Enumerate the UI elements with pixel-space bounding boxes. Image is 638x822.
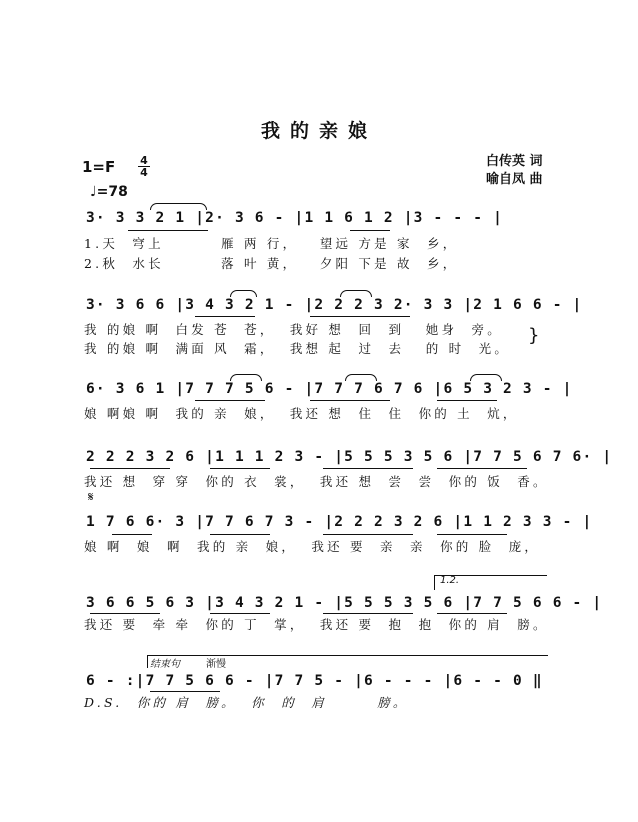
beam (437, 468, 527, 469)
beam (90, 468, 170, 469)
notation-line-7: 6 - :|7 7 5 6 6 - |7 7 5 - |6 - - - |6 - - 0 ‖ (86, 673, 543, 689)
notation-line-1: 3· 3 3 2 1 |2· 3 6 - |1 1 6 1 2 |3 - - - | (86, 210, 504, 226)
beam (323, 468, 413, 469)
slur (345, 374, 377, 381)
time-sig-bottom: 4 (138, 166, 150, 178)
notation-line-5: 1 7 6 6· 3 |7 7 6 7 3 - |2 2 2 3 2 6 |1 1 2 3 3 - | (86, 514, 593, 530)
beam (195, 316, 255, 317)
slur (340, 290, 372, 297)
brace-icon: } (528, 325, 540, 346)
notation-line-4: 2 2 2 3 2 6 |1 1 1 2 3 - |5 5 5 3 5 6 |7 7 5 6 7 6· | (86, 449, 613, 465)
lyric-line-1a: 1.天 穹上 雁 两 行， 望远 方是 家 乡， (84, 236, 459, 251)
beam (90, 613, 160, 614)
beam (210, 613, 270, 614)
beam (150, 691, 220, 692)
lyric-line-4: 我还 想 穿 穿 你的 衣 裳， 我还 想 尝 尝 你的 饭 香。 (84, 474, 549, 489)
beam (437, 400, 497, 401)
beam (350, 230, 390, 231)
lyric-line-2b: 我 的娘 啊 满面 风 霜， 我想 起 过 去 的 时 光。 (84, 341, 511, 356)
lyric-line-5: 娘 啊 娘 啊 我的 亲 娘， 我还 要 亲 亲 你的 脸 庞， (84, 539, 541, 554)
lyric-line-6: 我还 要 牵 牵 你的 丁 掌， 我还 要 抱 抱 你的 肩 膀。 (84, 617, 549, 632)
volta-label: 1.2. (440, 575, 460, 586)
key-signature: 1=F (82, 158, 116, 176)
lyric-line-3: 娘 啊娘 啊 我的 亲 娘， 我还 想 住 住 你的 土 炕， (84, 406, 519, 421)
lyricist-credit: 白传英 词 (486, 154, 543, 169)
beam (195, 400, 265, 401)
beam (323, 534, 413, 535)
slur (230, 374, 262, 381)
lyric-line-1b: 2.秋 水长 落 叶 黄， 夕阳 下是 故 乡， (84, 256, 459, 271)
beam (128, 230, 208, 231)
ending-label: 结束句 (150, 659, 180, 670)
notation-line-2: 3· 3 6 6 |3 4 3 2 1 - |2 2 2 3 2· 3 3 |2 1 6 6 - | (86, 297, 583, 313)
beam (210, 468, 270, 469)
composer-credit: 喻自凤 曲 (486, 172, 543, 187)
beam (437, 613, 507, 614)
lyric-line-2a: 我 的娘 啊 白发 苍 苍， 我好 想 回 到 她身 旁。 (84, 322, 503, 337)
song-title: 我的亲娘 (260, 120, 377, 142)
tempo-marking: ♩=78 (90, 184, 128, 200)
beam (323, 613, 413, 614)
time-sig-top: 4 (140, 154, 148, 167)
slur (150, 203, 207, 210)
beam (112, 534, 152, 535)
beam (210, 534, 270, 535)
ritardando-label: 渐慢 (206, 659, 226, 670)
segno-icon: 𝄋 (88, 490, 94, 505)
lyric-line-7: D.S. 你的 肩 膀。 你 的 肩 膀。 (84, 695, 409, 710)
time-signature (138, 155, 150, 178)
beam (437, 534, 507, 535)
notation-line-6: 3 6 6 5 6 3 |3 4 3 2 1 - |5 5 5 3 5 6 |7 7 5 6 6 - | (86, 595, 603, 611)
slur (470, 374, 502, 381)
notation-line-3: 6· 3 6 1 |7 7 7 5 6 - |7 7 7 6 7 6 |6 5 3 2 3 - | (86, 381, 573, 397)
beam (310, 400, 390, 401)
slur (230, 290, 257, 297)
beam (310, 316, 410, 317)
